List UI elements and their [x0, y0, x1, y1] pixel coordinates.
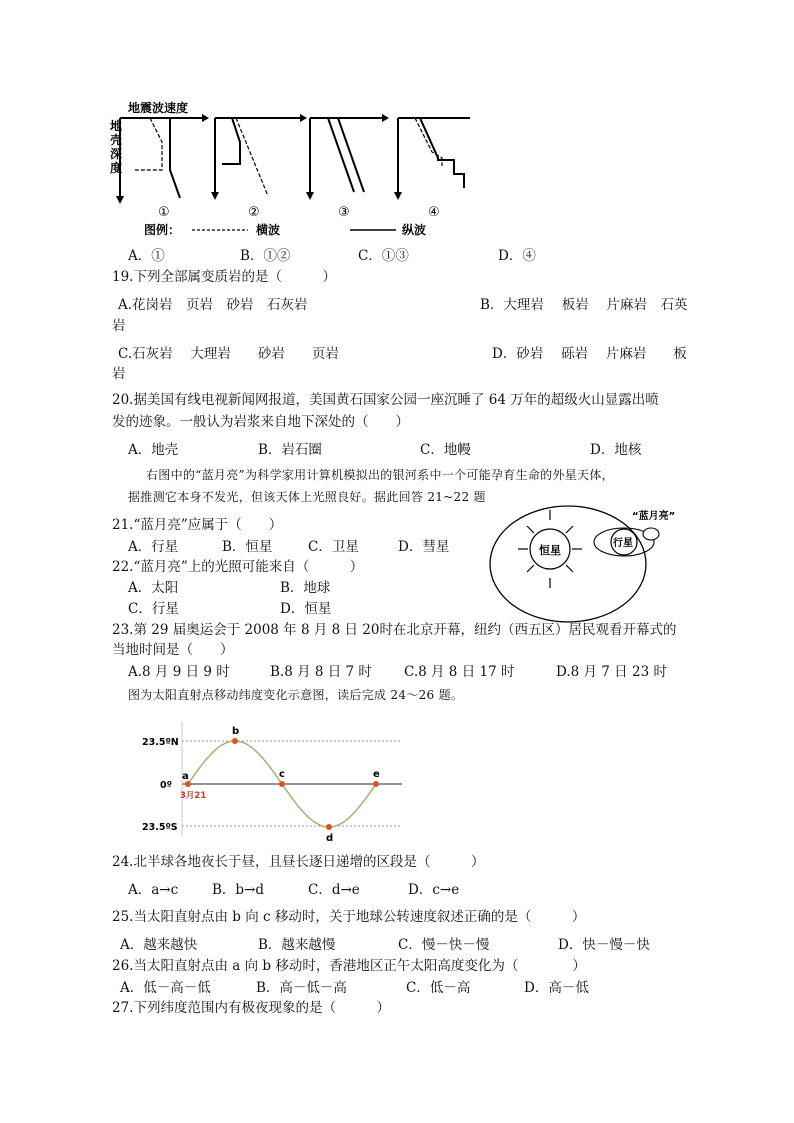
q22-stem: 22.“蓝月亮”上的光照可能来自（ ）: [112, 559, 364, 575]
q21-option-a: A．行星: [128, 539, 179, 555]
q23-option-b: B.8 月 8 日 7 时: [270, 664, 372, 680]
q18-option-c: C．①③: [358, 248, 409, 264]
q21-option-d: D．彗星: [398, 539, 450, 555]
q23-stem-line1: 23.第 29 届奥运会于 2008 年 8 月 8 日 20时在北京开幕，纽约（西五区）居民观看开幕式的: [112, 622, 677, 638]
panel-label-1: ①: [158, 205, 170, 220]
legend-transverse: 横波: [256, 223, 281, 237]
q18-option-d: D．④: [498, 248, 536, 264]
chart-point-c: [279, 781, 285, 787]
chart-point-d: [326, 824, 332, 830]
q23-stem-line2: 当地时间是（ ）: [112, 642, 234, 658]
q24-stem: 24.北半球各地夜长于昼，且昼长逐日递增的区段是（ ）: [112, 854, 485, 870]
q21-option-b: B．恒星: [222, 539, 273, 555]
star-label: 恒星: [539, 544, 561, 557]
q23-option-c: C.8 月 8 日 17 时: [404, 664, 515, 680]
q22-option-a: A．太阳: [128, 580, 179, 596]
q19-stem: 19.下列全部属变质岩的是（ ）: [112, 269, 336, 285]
y-tick-north: 23.5ºN: [142, 737, 179, 748]
planet-orbit: [490, 506, 646, 622]
y-tick-equator: 0º: [160, 780, 172, 791]
chart-point-label-b: b: [232, 726, 240, 737]
q26-option-d: D．高－低: [524, 980, 589, 996]
q22-option-c: C．行星: [128, 601, 179, 617]
chart-point-label-d: d: [326, 833, 334, 844]
legend-prefix: 图例：: [144, 223, 181, 237]
q23-option-a: A.8 月 9 日 9 时: [128, 664, 230, 680]
seismic-wave-figure: [110, 96, 470, 238]
chart-point-e: [373, 781, 379, 787]
q24-option-b: B．b→d: [212, 882, 265, 898]
q23-option-d: D.8 月 7 日 23 时: [556, 664, 667, 680]
depth-label-2: 壳: [110, 133, 123, 147]
blue-moon-icon: [643, 528, 659, 540]
panel-label-3: ③: [338, 205, 350, 220]
q25-option-a: A．越来越快: [120, 937, 198, 953]
planet-label: 行星: [613, 538, 633, 549]
q20-stem-line1: 20.据美国有线电视新闻网报道，美国黄石国家公园一座沉睡了 64 万年的超级火山显露出喷: [112, 392, 659, 408]
panel-4: [394, 118, 470, 200]
q19-option-d-wrap: 岩: [112, 366, 126, 382]
q26-option-c: C．低－高: [406, 980, 471, 996]
q19-option-a: A.花岗岩 页岩 砂岩 石灰岩: [118, 297, 308, 313]
blue-moon-label: “蓝月亮”: [632, 511, 676, 522]
q21-stem: 21.“蓝月亮”应属于（ ）: [112, 517, 283, 533]
q19-option-b: B．大理岩 板岩 片麻岩 石英: [480, 297, 688, 313]
chart-point-label-e: e: [373, 769, 380, 780]
q19-option-b-wrap: 岩: [112, 318, 126, 334]
sun-latitude-chart: [140, 718, 410, 848]
q25-stem: 25.当太阳直射点由 b 向 c 移动时，关于地球公转速度叙述正确的是（ ）: [112, 909, 586, 925]
panel-label-2: ②: [248, 205, 260, 220]
panel-label-4: ④: [428, 205, 440, 220]
start-date-annotation: 3月21: [180, 791, 207, 801]
q26-stem: 26.当太阳直射点由 a 向 b 移动时，香港地区正午太阳高度变化为（ ）: [112, 958, 586, 974]
panel-3: [306, 114, 389, 200]
q20-option-c: C．地幔: [420, 442, 471, 458]
panel-2: [211, 114, 307, 200]
q24-option-a: A．a→c: [128, 882, 179, 898]
chart-point-b: [232, 738, 238, 744]
q25-option-c: C．慢－快－慢: [398, 937, 490, 953]
y-tick-south: 23.5ºS: [142, 822, 178, 833]
q24-option-d: D．c→e: [408, 882, 460, 898]
q20-option-b: B．岩石圈: [258, 442, 322, 458]
legend-longitudinal: 纵波: [402, 223, 427, 237]
chart-point-label-a: a: [182, 771, 189, 782]
q20-option-a: A．地壳: [128, 442, 179, 458]
panel-1: [116, 114, 209, 204]
orbit-diagram: [486, 504, 716, 624]
depth-label-1: 地: [110, 119, 123, 133]
q26-option-a: A．低－高－低: [120, 980, 211, 996]
depth-label-4: 度: [110, 161, 123, 175]
chart-point-label-c: c: [279, 769, 285, 780]
q19-option-c: C.石灰岩 大理岩 砂岩 页岩: [118, 346, 339, 362]
q20-option-d: D．地核: [590, 442, 642, 458]
q21-option-c: C．卫星: [308, 539, 359, 555]
intro-moon-line2: 据推测它本身不发光，但该天体上光照良好。据此回答 21~22 题: [128, 490, 486, 504]
q22-option-b: B．地球: [280, 580, 331, 596]
q24-option-c: C．d→e: [308, 882, 360, 898]
intro-sun-text: 图为太阳直射点移动纬度变化示意图，读后完成 24～26 题。: [128, 688, 464, 702]
q18-option-b: B．①②: [240, 248, 291, 264]
q25-option-d: D．快－慢－快: [558, 937, 650, 953]
q22-option-d: D．恒星: [280, 601, 332, 617]
q19-option-d: D．砂岩 砾岩 片麻岩 板: [492, 346, 687, 362]
q18-option-a: A．①: [128, 248, 165, 264]
axis-title: 地震波速度: [128, 101, 189, 115]
q26-option-b: B．高－低－高: [256, 980, 347, 996]
q20-stem-line2: 发的迹象。一般认为岩浆来自地下深处的（ ）: [112, 414, 409, 430]
depth-label-3: 深: [110, 147, 123, 161]
q25-option-b: B．越来越慢: [258, 937, 336, 953]
q27-stem: 27.下列纬度范围内有极夜现象的是（ ）: [112, 1000, 390, 1016]
intro-moon-line1: 右图中的“蓝月亮”为科学家用计算机模拟出的银河系中一个可能孕育生命的外星天体，: [146, 468, 614, 482]
